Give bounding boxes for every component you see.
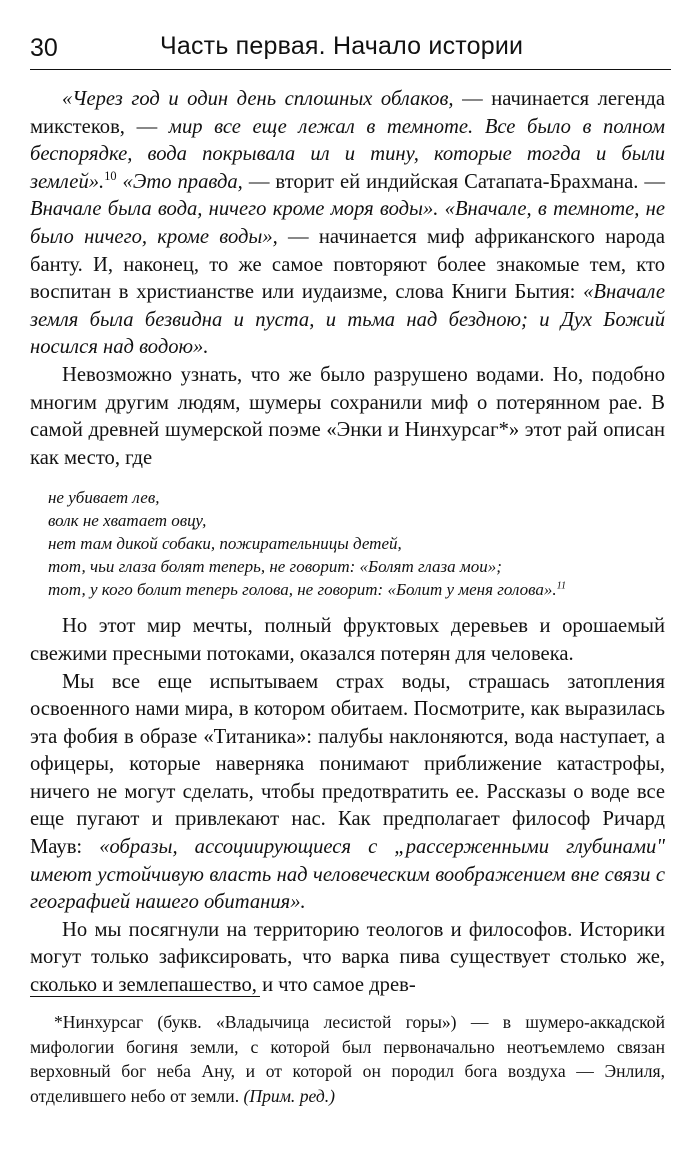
paragraph-2: Невозможно узнать, что же было разрушено водами. Но, подобно многим другим людям, шумеры сохранили миф о потерянном рае. В самой древней шумерской поэме «Энки и Нинхурсаг*» этот рай описан как место, где — [30, 363, 665, 469]
quote-mixtec-1: «Через год и один день сплошных облаков, — [62, 88, 454, 110]
paragraph-4 — [30, 669, 665, 917]
text-span: — начинается миф африканского народа банту. И, наконец, то же самое повторяют более знакомые тем, кто воспитан в христианстве или иудаизме, слова Книги Бытия: — [30, 225, 665, 304]
page-header — [30, 30, 667, 70]
paragraph-1 — [30, 86, 665, 362]
poem-line: тот, чьи глаза болят теперь, не говорит: «Болят глаза мои»; — [48, 557, 502, 577]
text-span: — вторит ей индийская Сатапата-Брахмана. — — [242, 170, 665, 193]
editor-note: (Прим. ред.) — [243, 1085, 336, 1106]
quote-satapatha-2: Вначале была вода, ничего кроме моря воды». «Вначале, в темноте, не было ничего, кроме воды», — [30, 198, 665, 248]
paragraph-5: Но мы посягнули на территорию теологов и философов. Историки могут только зафиксировать, что варка пива существует столько же, сколько и землепашество, и что самое древ- — [30, 918, 665, 997]
quote-mixtec-2: мир все еще лежал в темноте. Все было в полном беспорядке, вода покрывала ил и тину, которые тогда и были землей». — [30, 115, 665, 193]
quote-satapatha-1: «Это правда, — [116, 170, 243, 193]
poem-line-text: тот, у кого болит теперь голова, не говорит: «Болит у меня голова». — [48, 580, 557, 600]
quote-mauv: «образы, ассоциирующиеся с „рассерженными глубинами" имеют устойчивую власть над человеческим воображением вне связи с географией нашего обитания». — [30, 836, 665, 914]
quote-genesis: «Вначале земля была безвидна и пуста, и тьма над бездною; и Дух Божий носился над водою». — [30, 281, 665, 359]
endnote-ref: 10 — [104, 168, 117, 183]
running-title: Часть первая. Начало истории — [160, 32, 524, 60]
endnote-ref: 11 — [556, 580, 567, 592]
text-span: Мы все еще испытываем страх воды, страшась затопления освоенного нами мира, в котором обитаем. Посмотрите, как выразилась эта фобия в образе «Титаника»: палубы наклоняются, вода наступает, а офицеры, которые наверняка понимают приближение катастрофы, ничего не могут сделать, чтобы предотвратить ее. Рассказы о воде все еще пугают и привлекают нас. Как предполагает философ Ричард Маув: — [30, 670, 665, 859]
poem-line — [48, 578, 665, 601]
paragraph-3: Но этот мир мечты, полный фруктовых деревьев и орошаемый свежими пресными потоками, оказался потерян для человека. — [30, 615, 665, 665]
page-number: 30 — [30, 34, 58, 62]
header-rule — [30, 69, 671, 70]
poem-line: волк не хватает овцу, — [48, 511, 207, 531]
poem-line: не убивает лев, — [48, 488, 160, 508]
footnote-text: *Нинхурсаг (букв. «Владычица лесистой горы») — в шумеро-аккадской мифологии богиня земли, с которой был первоначально неотъемлемо связан верховный бог неба Ану, и от которой он породил бога воздуха — Энлиля, отделившего небо от земли. — [30, 1012, 665, 1106]
footnote — [30, 1010, 665, 1108]
poem-quote — [48, 486, 665, 601]
body-text — [30, 86, 665, 1000]
footnote-rule — [30, 996, 260, 997]
poem-line: нет там дикой собаки, пожирательницы детей, — [48, 534, 402, 554]
text-span: — начинается легенда микстеков, — — [30, 88, 665, 138]
